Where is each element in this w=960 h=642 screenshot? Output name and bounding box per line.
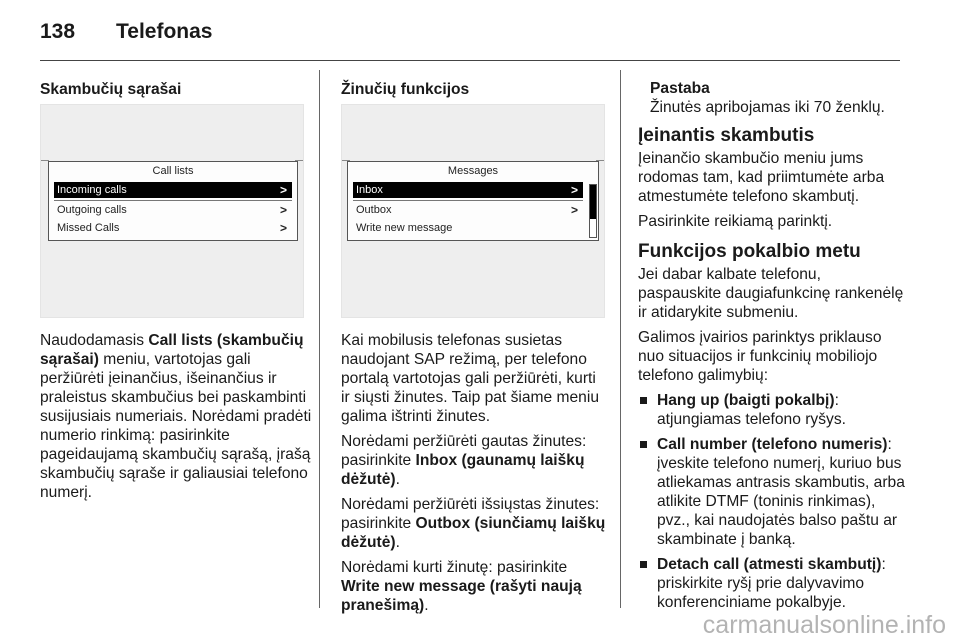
column-1-body xyxy=(40,331,312,508)
call-lists-paragraph: Naudodamasis Call lists (skambučių sąrašai) meniu, vartotojas gali peržiūrėti įeinančius, išeinančius ir praleistus skambučius bei paskambinti susijusiais numeriais. Norėdami pradėti numerio rinkimą: pasirinkite pageidaujamą skambučių sąrašą, įrašą skambučių sąraše ir galiausiai telefono numerį. xyxy=(40,332,312,501)
column-1 xyxy=(40,80,310,99)
bullet-icon xyxy=(640,397,647,404)
watermark: carmanualsonline.info xyxy=(702,611,946,639)
menu-item-missed-calls: Missed Calls > xyxy=(57,221,287,235)
chevron-right-icon: > xyxy=(570,203,578,217)
screen-title: Call lists xyxy=(152,165,194,177)
column-2-body xyxy=(341,331,607,621)
menu-divider xyxy=(54,200,292,201)
call-lists-screen-image xyxy=(40,104,304,318)
options-paragraph: Galimos įvairios parinktys priklauso nuo situacijos ir funkcinių mobiliojo telefono galimybių: xyxy=(638,329,882,384)
frame-corner-tr xyxy=(295,154,303,161)
outbox-paragraph: Norėdami peržiūrėti išsiųstas žinutes: pasirinkite Outbox (siunčiamų laiškų dėžutė). xyxy=(341,496,606,551)
column-divider-2 xyxy=(620,70,621,608)
menu-item-write-new-message: Write new message xyxy=(356,222,453,234)
section-title-call-lists: Skambučių sąrašai xyxy=(40,81,182,98)
incoming-call-paragraph: Įeinančio skambučio meniu jums rodomas tam, kad priimtumėte arba atmestumėte telefono skambutį. xyxy=(638,150,885,205)
note-title: Pastaba xyxy=(650,80,710,97)
chevron-right-icon: > xyxy=(279,203,287,217)
menu-divider xyxy=(353,200,583,201)
select-option-paragraph: Pasirinkite reikiamą parinktį. xyxy=(638,213,833,230)
frame-corner-tl xyxy=(342,154,350,161)
scrollbar-thumb xyxy=(590,185,596,219)
screen-title: Messages xyxy=(447,165,499,177)
messages-display xyxy=(347,161,599,241)
page-header xyxy=(40,20,212,44)
section-title-messages: Žinučių funkcijos xyxy=(341,81,470,98)
heading-incoming-call: Įeinantis skambutis xyxy=(638,125,815,146)
scrollbar xyxy=(589,184,597,238)
list-item: Call number (telefono numeris): įveskite telefono numerį, kuriuo bus atliekamas antrasis skambutis, arba atlikite DTMF (toninis rinkimas), pvz., kai naudojatės balso paštu ar skambinate į banką. xyxy=(638,435,906,549)
messages-screen-image xyxy=(341,104,605,318)
column-divider-1 xyxy=(319,70,320,608)
write-message-paragraph: Norėdami kurti žinutę: pasirinkite Write new message (rašyti naują pranešimą). xyxy=(341,559,582,614)
bullet-icon xyxy=(640,441,647,448)
call-lists-display xyxy=(48,161,298,241)
column-2 xyxy=(341,80,611,99)
messages-intro-paragraph: Kai mobilusis telefonas susietas naudojant SAP režimą, per telefono portalą vartotojas gali peržiūrėti, kurti ir siųsti žinutes. Taip pat šiame meniu galima ištrinti žinutes. xyxy=(341,332,599,425)
chevron-right-icon: > xyxy=(279,221,287,235)
frame-corner-tr xyxy=(596,154,604,161)
list-item: Detach call (atmesti skambutį): priskirkite ryšį prie dalyvavimo konferenciniame pokalbyje. xyxy=(638,555,906,612)
inbox-paragraph: Norėdami peržiūrėti gautas žinutes: pasirinkite Inbox (gaunamų laiškų dėžutė). xyxy=(341,433,587,488)
menu-item-outgoing-calls: Outgoing calls > xyxy=(57,203,287,217)
menu-item-outbox: Outbox > xyxy=(356,203,578,217)
note-box xyxy=(638,79,906,117)
page-number: 138 xyxy=(40,20,76,43)
list-item: Hang up (baigti pokalbį): atjungiamas telefono ryšys. xyxy=(638,391,906,429)
header-rule xyxy=(40,60,900,61)
chevron-right-icon: > xyxy=(570,183,578,197)
heading-in-call-functions: Funkcijos pokalbio metu xyxy=(638,241,861,262)
options-list xyxy=(638,391,906,612)
menu-item-incoming-calls: Incoming calls > xyxy=(54,182,292,198)
chevron-right-icon: > xyxy=(279,183,287,197)
bullet-icon xyxy=(640,561,647,568)
in-call-paragraph: Jei dabar kalbate telefonu, paspauskite daugiafunkcinę rankenėlę ir atidarykite submeniu. xyxy=(638,266,904,321)
frame-corner-tl xyxy=(41,154,49,161)
column-3 xyxy=(638,79,906,618)
note-text: Žinutės apribojamas iki 70 ženklų. xyxy=(650,99,885,116)
menu-item-inbox: Inbox > xyxy=(353,182,583,198)
page-title: Telefonas xyxy=(116,20,213,43)
